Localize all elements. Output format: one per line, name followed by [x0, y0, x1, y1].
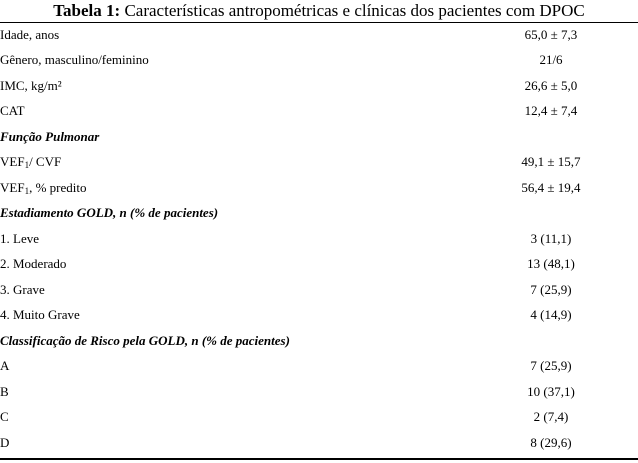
- row-label: Gênero, masculino/feminino: [0, 52, 149, 67]
- table-row-bmi: [0, 74, 638, 98]
- row-label: 4. Muito Grave: [0, 307, 80, 322]
- row-value: 56,4 ± 19,4: [521, 180, 581, 195]
- table-caption: [0, 0, 638, 22]
- row-value: 3 (11,1): [530, 231, 572, 246]
- row-value: 4 (14,9): [530, 307, 572, 322]
- row-label: C: [0, 409, 9, 424]
- table-row-age: [0, 23, 638, 47]
- row-value: 21/6: [539, 52, 563, 67]
- table-row-gold-1: [0, 227, 638, 251]
- table-row-gender: [0, 48, 638, 72]
- row-value: 12,4 ± 7,4: [524, 103, 578, 118]
- row-value: 13 (48,1): [527, 256, 575, 271]
- section-header-gold-staging: [0, 201, 638, 225]
- section-header-gold-risk: [0, 329, 638, 353]
- table-caption-label: Tabela 1:: [53, 1, 121, 20]
- row-value: 2 (7,4): [533, 409, 569, 424]
- table-caption-text: Características antropométricas e clínicas dos pacientes com DPOC: [120, 1, 585, 20]
- section-label: Função Pulmonar: [0, 129, 100, 144]
- row-label-main: VEF: [0, 154, 25, 169]
- table-row-risk-c: [0, 405, 638, 429]
- row-value: 10 (37,1): [527, 384, 575, 399]
- table-row-fev1-predicted: [0, 176, 638, 200]
- table-row-risk-a: [0, 354, 638, 378]
- row-label: D: [0, 435, 10, 450]
- row-label-main: VEF: [0, 180, 25, 195]
- row-label-suffix: , % predito: [29, 180, 87, 195]
- row-label: CAT: [0, 103, 25, 118]
- row-label: 2. Moderado: [0, 256, 67, 271]
- table-row-gold-4: [0, 303, 638, 327]
- row-label: [0, 176, 86, 200]
- section-label: Classificação de Risco pela GOLD, n (% de pacientes): [0, 333, 290, 348]
- row-value: 65,0 ± 7,3: [524, 27, 578, 42]
- row-label: [0, 150, 61, 174]
- table-row-risk-b: [0, 380, 638, 404]
- row-label-suffix: / CVF: [29, 154, 62, 169]
- table-row-gold-3: [0, 278, 638, 302]
- section-label: Estadiamento GOLD, n (% de pacientes): [0, 205, 219, 220]
- row-value: 7 (25,9): [530, 282, 572, 297]
- row-label: B: [0, 384, 9, 399]
- table-row-gold-2: [0, 252, 638, 276]
- row-label-subscript: 1: [24, 186, 30, 196]
- table-row-fev1-fvc: [0, 150, 638, 174]
- row-value: 49,1 ± 15,7: [521, 154, 581, 169]
- row-label: 3. Grave: [0, 282, 45, 297]
- row-label: A: [0, 358, 10, 373]
- row-value: 8 (29,6): [530, 435, 572, 450]
- row-label: 1. Leve: [0, 231, 39, 246]
- table-row-cat: [0, 99, 638, 123]
- row-value: 7 (25,9): [530, 358, 572, 373]
- data-table: [0, 23, 638, 456]
- row-label: Idade, anos: [0, 27, 60, 42]
- row-label-subscript: 1: [24, 160, 30, 170]
- row-value: 26,6 ± 5,0: [524, 78, 578, 93]
- table-bottom-rule: [0, 458, 638, 460]
- section-header-pulmonary-function: [0, 125, 638, 149]
- table-row-risk-d: [0, 431, 638, 455]
- row-label: IMC, kg/m²: [0, 78, 62, 93]
